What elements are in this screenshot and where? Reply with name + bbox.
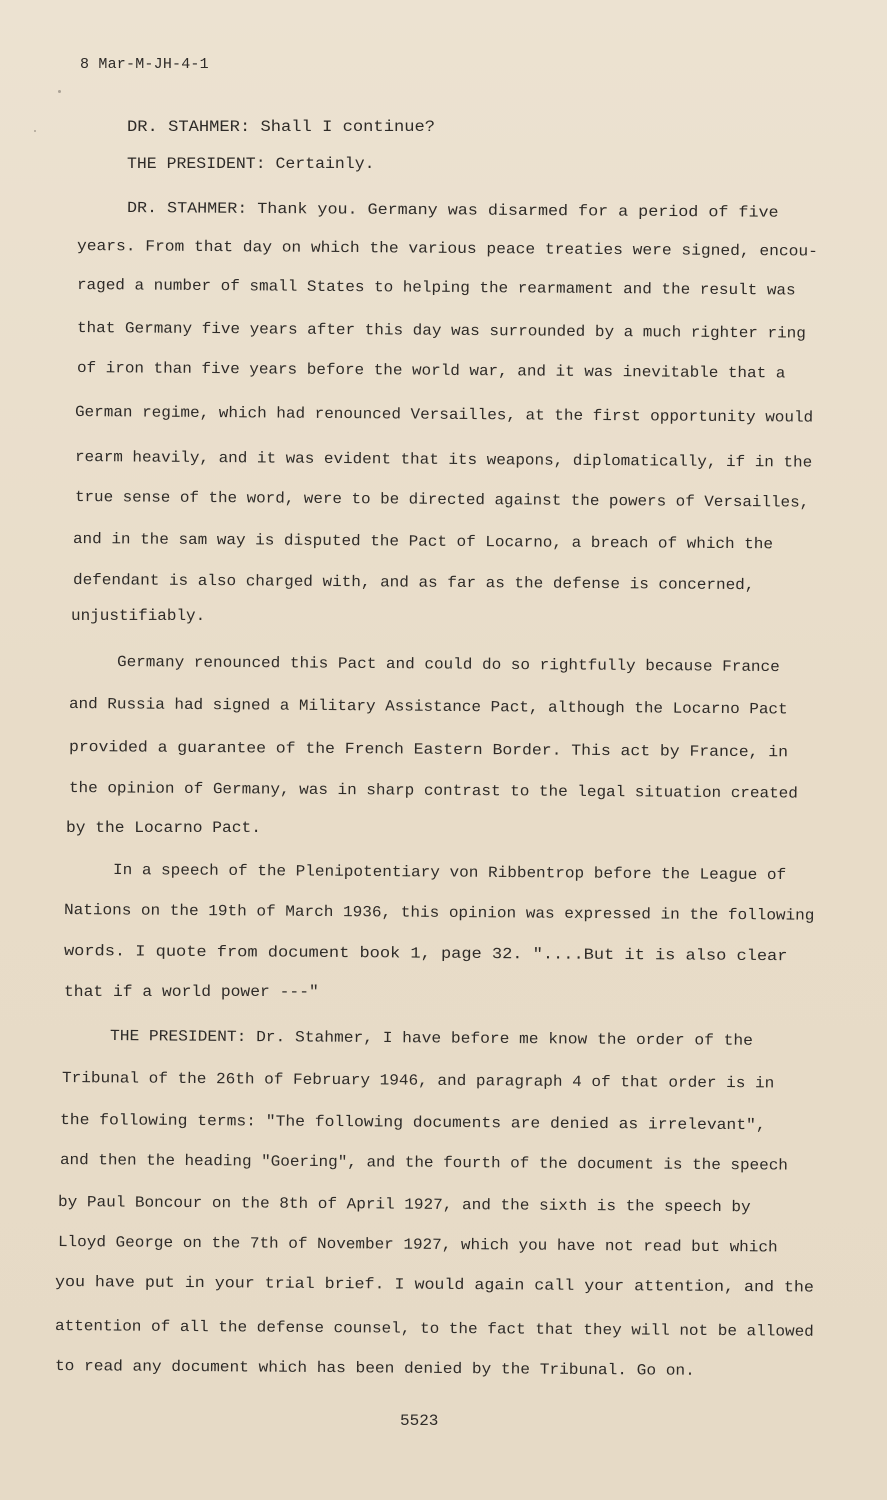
text-line: Tribunal of the 26th of February 1946, and paragraph 4 of that order is in	[61, 1069, 775, 1093]
text-line: by the Locarno Pact.	[66, 819, 262, 837]
text-line: THE PRESIDENT: Dr. Stahmer, I have before me know the order of the	[109, 1027, 753, 1050]
text-line: defendant is also charged with, and as far as the defense is concerned,	[72, 571, 755, 595]
text-line: of iron than five years before the world war, and it was inevitable that a	[76, 359, 786, 383]
text-line: In a speech of the Plenipotentiary von Ribbentrop before the League of	[112, 861, 787, 885]
text-line: unjustifiably.	[71, 607, 206, 625]
ink-speck	[34, 130, 36, 132]
text-line: THE PRESIDENT: Certainly.	[127, 155, 375, 173]
text-line: that Germany five years after this day was surrounded by a much righter ring	[76, 319, 806, 343]
text-line: DR. STAHMER: Thank you. Germany was disarmed for a period of five	[126, 199, 779, 222]
document-reference: 8 Mar-M-JH-4-1	[80, 56, 209, 73]
text-line: and in the sam way is disputed the Pact of Locarno, a breach of which the	[72, 530, 774, 554]
text-line: rearm heavily, and it was evident that its weapons, diplomatically, if in the	[74, 448, 813, 472]
text-line: the opinion of Germany, was in sharp contrast to the legal situation created	[68, 779, 798, 803]
text-line: words. I quote from document book 1, page 32. "....But it is also clear	[63, 942, 788, 966]
text-line: Germany renounced this Pact and could do so rightfully because France	[116, 653, 780, 677]
text-line: to read any document which has been denied by the Tribunal. Go on.	[54, 1357, 695, 1380]
page-number: 5523	[400, 1412, 439, 1430]
text-line: provided a guarantee of the French Eastern Border. This act by France, in	[68, 738, 789, 762]
text-line: raged a number of small States to helping the rearmament and the result was	[76, 276, 796, 300]
text-line: you have put in your trial brief. I would again call your attention, and the	[54, 1273, 815, 1297]
text-line: by Paul Boncour on the 8th of April 1927, and the sixth is the speech by	[57, 1193, 751, 1217]
text-line: Lloyd George on the 7th of November 1927, which you have not read but which	[57, 1233, 778, 1257]
text-line: attention of all the defense counsel, to the fact that they will not be allowed	[54, 1317, 814, 1341]
ink-speck	[58, 90, 61, 93]
text-line: Nations on the 19th of March 1936, this opinion was expressed in the following	[63, 901, 815, 925]
text-line: that if a world power ---"	[64, 983, 319, 1001]
text-line: years. From that day on which the various peace treaties were signed, encou-	[76, 237, 818, 261]
text-line: German regime, which had renounced Versailles, at the first opportunity would	[74, 403, 814, 427]
text-line: DR. STAHMER: Shall I continue?	[127, 118, 436, 136]
text-line: and Russia had signed a Military Assistance Pact, although the Locarno Pact	[68, 695, 788, 719]
text-line: true sense of the word, were to be directed against the powers of Versailles,	[74, 488, 810, 512]
text-line: and then the heading "Goering", and the fourth of the document is the speech	[59, 1151, 788, 1175]
text-line: the following terms: "The following documents are denied as irrelevant",	[59, 1111, 766, 1135]
